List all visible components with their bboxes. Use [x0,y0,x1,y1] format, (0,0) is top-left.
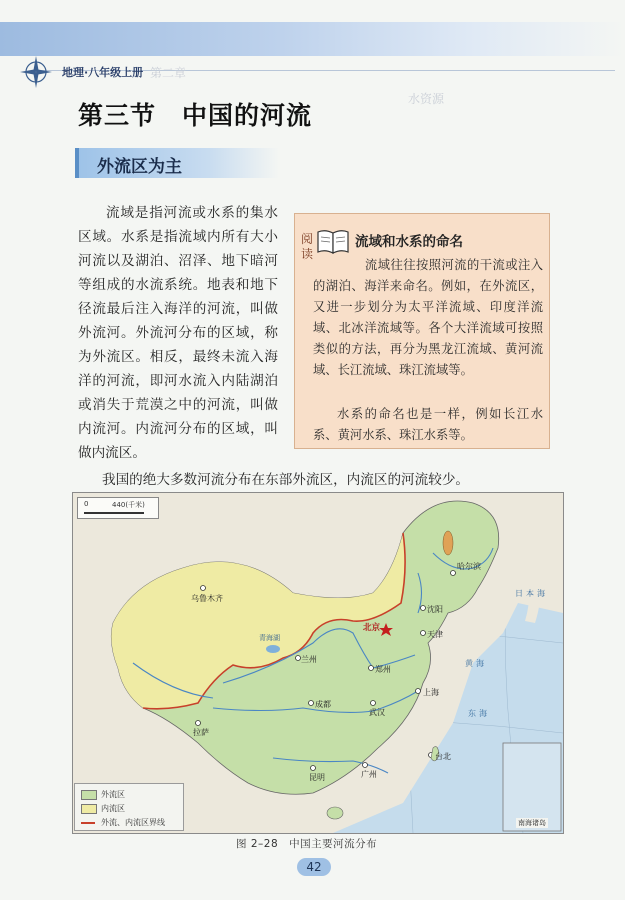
northeast-plain-patch [443,531,453,555]
city-shanghai: 上海 [423,688,439,697]
qinghai-lake [266,645,280,653]
legend-label-exterior: 外流区 [101,790,125,799]
label-yellow-sea: 黄海 [465,659,487,668]
reading-badge: 阅读 [300,232,313,261]
label-east-china-sea: 东海 [468,709,490,718]
inset-label: 南海诸岛 [518,819,546,827]
page-number: 42 [297,858,331,876]
city-harbin: 哈尔滨 [457,562,481,571]
scale-bar [84,512,144,514]
reading-title: 流域和水系的命名 [355,234,463,250]
subheading-text: 外流区为主 [97,157,182,177]
scale-zero: 0 [84,500,89,508]
section-title: 第三节 中国的河流 [78,101,313,130]
city-tianjin: 天津 [427,630,443,639]
legend-swatch-interior [81,804,97,814]
open-book-icon [316,226,350,256]
compass-icon [18,54,54,90]
subheading [75,148,279,178]
city-chengdu: 成都 [315,700,331,709]
city-wuhan: 武汉 [369,708,385,717]
header-band [0,22,625,56]
river-map [72,492,564,834]
label-japan-sea: 日本海 [515,589,548,598]
summary-line: 我国的绝大多数河流分布在东部外流区，内流区的河流较少。 [102,472,470,488]
label-qinghai-lake: 青海湖 [259,634,280,642]
city-lhasa: 拉萨 [193,728,209,737]
map-legend [74,783,184,831]
body-paragraph-text: 流域是指河流或水系的集水区域。水系是指流域内所有大小河流以及湖泊、沼泽、地下暗河等组成的水流系统。地表和地下径流最后注入海洋的河流，叫做外流河。外流河分布的区域，称为外流区。相反，最终未流入海洋的河流，即河水流入内陆湖泊或消失于荒漠之中的河流，叫做内流河。内流河分布的区域，叫做内流区。 [78,205,278,461]
legend-line-boundary [81,822,95,824]
city-guangzhou: 广州 [361,770,377,779]
map-scale [77,497,159,519]
city-urumqi: 乌鲁木齐 [191,594,223,603]
reading-box [294,213,550,449]
hainan-island [327,807,343,819]
city-lanzhou: 兰州 [301,655,317,664]
scale-distance: 440(千米) [112,501,145,509]
legend-swatch-exterior [81,790,97,800]
city-zhengzhou: 郑州 [375,665,391,674]
city-beijing: 北京 [363,623,381,633]
book-label: 地理·八年级上册 [62,66,144,79]
city-shenyang: 沈阳 [427,605,443,614]
body-paragraph [78,201,278,465]
legend-label-interior: 内流区 [101,804,125,813]
ghost-right: 水资源 [408,92,445,106]
reading-paragraph-2: 水系的命名也是一样，例如长江水系、黄河水系、珠江水系等。 [313,407,543,442]
figure-caption: 图 2–28 中国主要河流分布 [236,838,378,850]
reading-paragraph-1: 流域往往按照河流的干流或注入的湖泊、海洋来命名。例如，在外流区，又进一步划分为太平洋流域、印度洋流域、北冰洋流域等。各个大洋流域可按照类似的方法，再分为黑龙江流域、黄河流域、长江流域、珠江流域等。 [313,258,543,377]
ghost-tab: 第二章 [150,66,187,80]
city-kunming: 昆明 [309,773,325,782]
legend-label-boundary: 外流、内流区界线 [101,818,165,827]
city-taipei: 台北 [435,752,451,761]
